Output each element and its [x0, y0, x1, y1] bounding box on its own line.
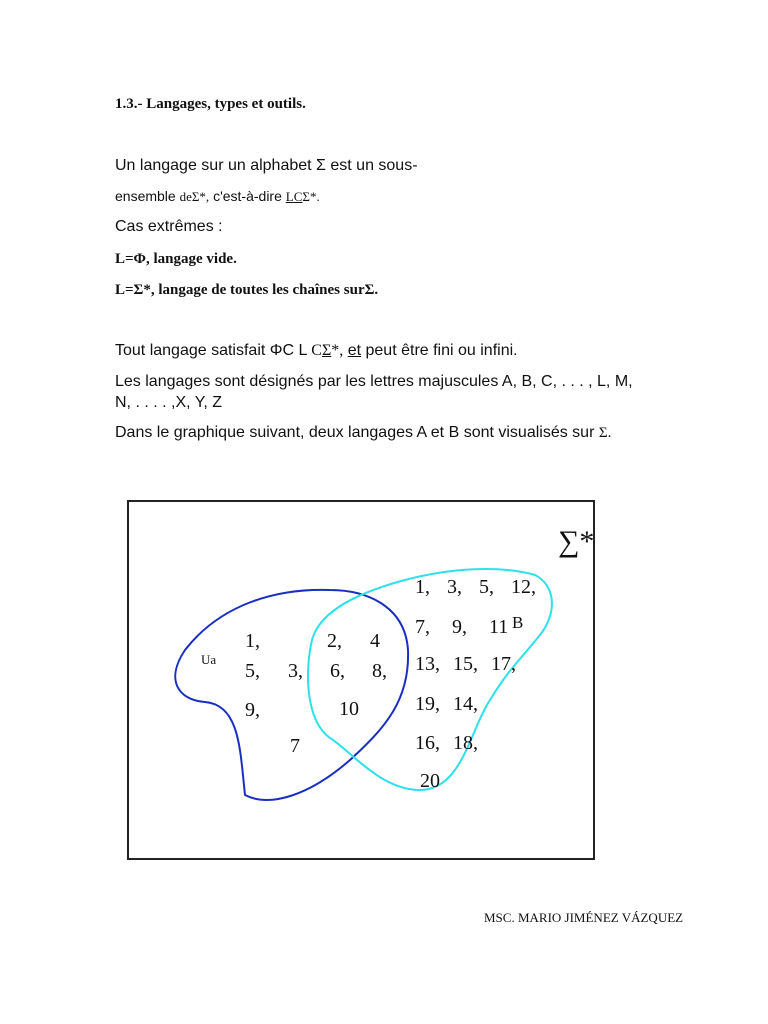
universe-label: ∑*: [558, 525, 595, 558]
intersection-number: 2,: [327, 630, 342, 652]
intersection-number: 4: [370, 630, 380, 652]
b-only-number: 19,: [415, 693, 440, 715]
a-only-number: 7: [290, 735, 300, 757]
paragraph-extreme-cases: Cas extrêmes :: [115, 218, 223, 235]
p2-text-f: Σ*.: [302, 189, 320, 204]
paragraph-naming-line1: Les langages sont désignés par les lettres majuscules A, B, C, . . . , L, M,: [115, 373, 633, 390]
p9-text-a: Dans le graphique suivant, deux langages A et B sont visualisés sur: [115, 424, 599, 441]
b-only-number: 15,: [453, 653, 478, 675]
set-a-outline: [175, 590, 408, 800]
b-only-number: 9,: [452, 616, 467, 638]
p2-text-e: C: [293, 189, 303, 204]
p9-text-b: Σ.: [598, 425, 612, 441]
b-only-number: 5,: [479, 576, 494, 598]
paragraph-empty-language: L=Φ, langage vide.: [115, 251, 237, 267]
intersection-number: 6,: [330, 660, 345, 682]
a-only-number: 3,: [288, 660, 303, 682]
b-only-number: 18,: [453, 732, 478, 754]
author-footer: MSC. MARIO JIMÉNEZ VÁZQUEZ: [484, 910, 684, 925]
set-a-label: Ua: [201, 652, 217, 667]
a-only-number: 1,: [245, 630, 260, 652]
b-only-number: 20: [420, 770, 440, 792]
p6-text-f: et: [347, 342, 362, 359]
p2-text-a: ensemble: [115, 188, 180, 204]
a-only-number: 5,: [245, 660, 260, 682]
section-heading: 1.3.- Langages, types et outils.: [115, 96, 306, 112]
a-only-number: 9,: [245, 699, 260, 721]
b-only-number: 12,: [511, 576, 536, 598]
p2-text-b: deΣ*,: [179, 189, 210, 204]
p6-text-a: Tout langage satisfait ΦC L: [115, 342, 312, 359]
b-only-number: 1,: [415, 576, 430, 598]
paragraph-definition: Un langage sur un alphabet Σ est un sous-: [115, 157, 418, 174]
p6-text-g: peut être fini ou infini.: [361, 342, 518, 359]
p6-text-c: Σ: [321, 342, 332, 359]
paragraph-all-strings: L=Σ*, langage de toutes les chaînes surΣ.: [115, 282, 379, 298]
b-only-number: 7,: [415, 616, 430, 638]
p2-text-c: c'est-à-dire: [209, 188, 286, 204]
p2-text-d: L: [285, 189, 294, 204]
set-b-label: B: [512, 613, 524, 632]
b-only-number: 3,: [447, 576, 462, 598]
intersection-number: 10: [339, 698, 359, 720]
intersection-number: 8,: [372, 660, 387, 682]
paragraph-naming-line2: N, . . . . ,X, Y, Z: [115, 394, 222, 411]
b-only-number: 14,: [453, 693, 478, 715]
b-only-number: 16,: [415, 732, 440, 754]
b-only-number: 17,: [491, 653, 516, 675]
universe-frame: [128, 501, 594, 859]
p6-text-b: C: [311, 342, 322, 359]
p6-text-d: *,: [331, 342, 344, 359]
b-only-number: 13,: [415, 653, 440, 675]
b-only-number: 11: [489, 616, 509, 638]
